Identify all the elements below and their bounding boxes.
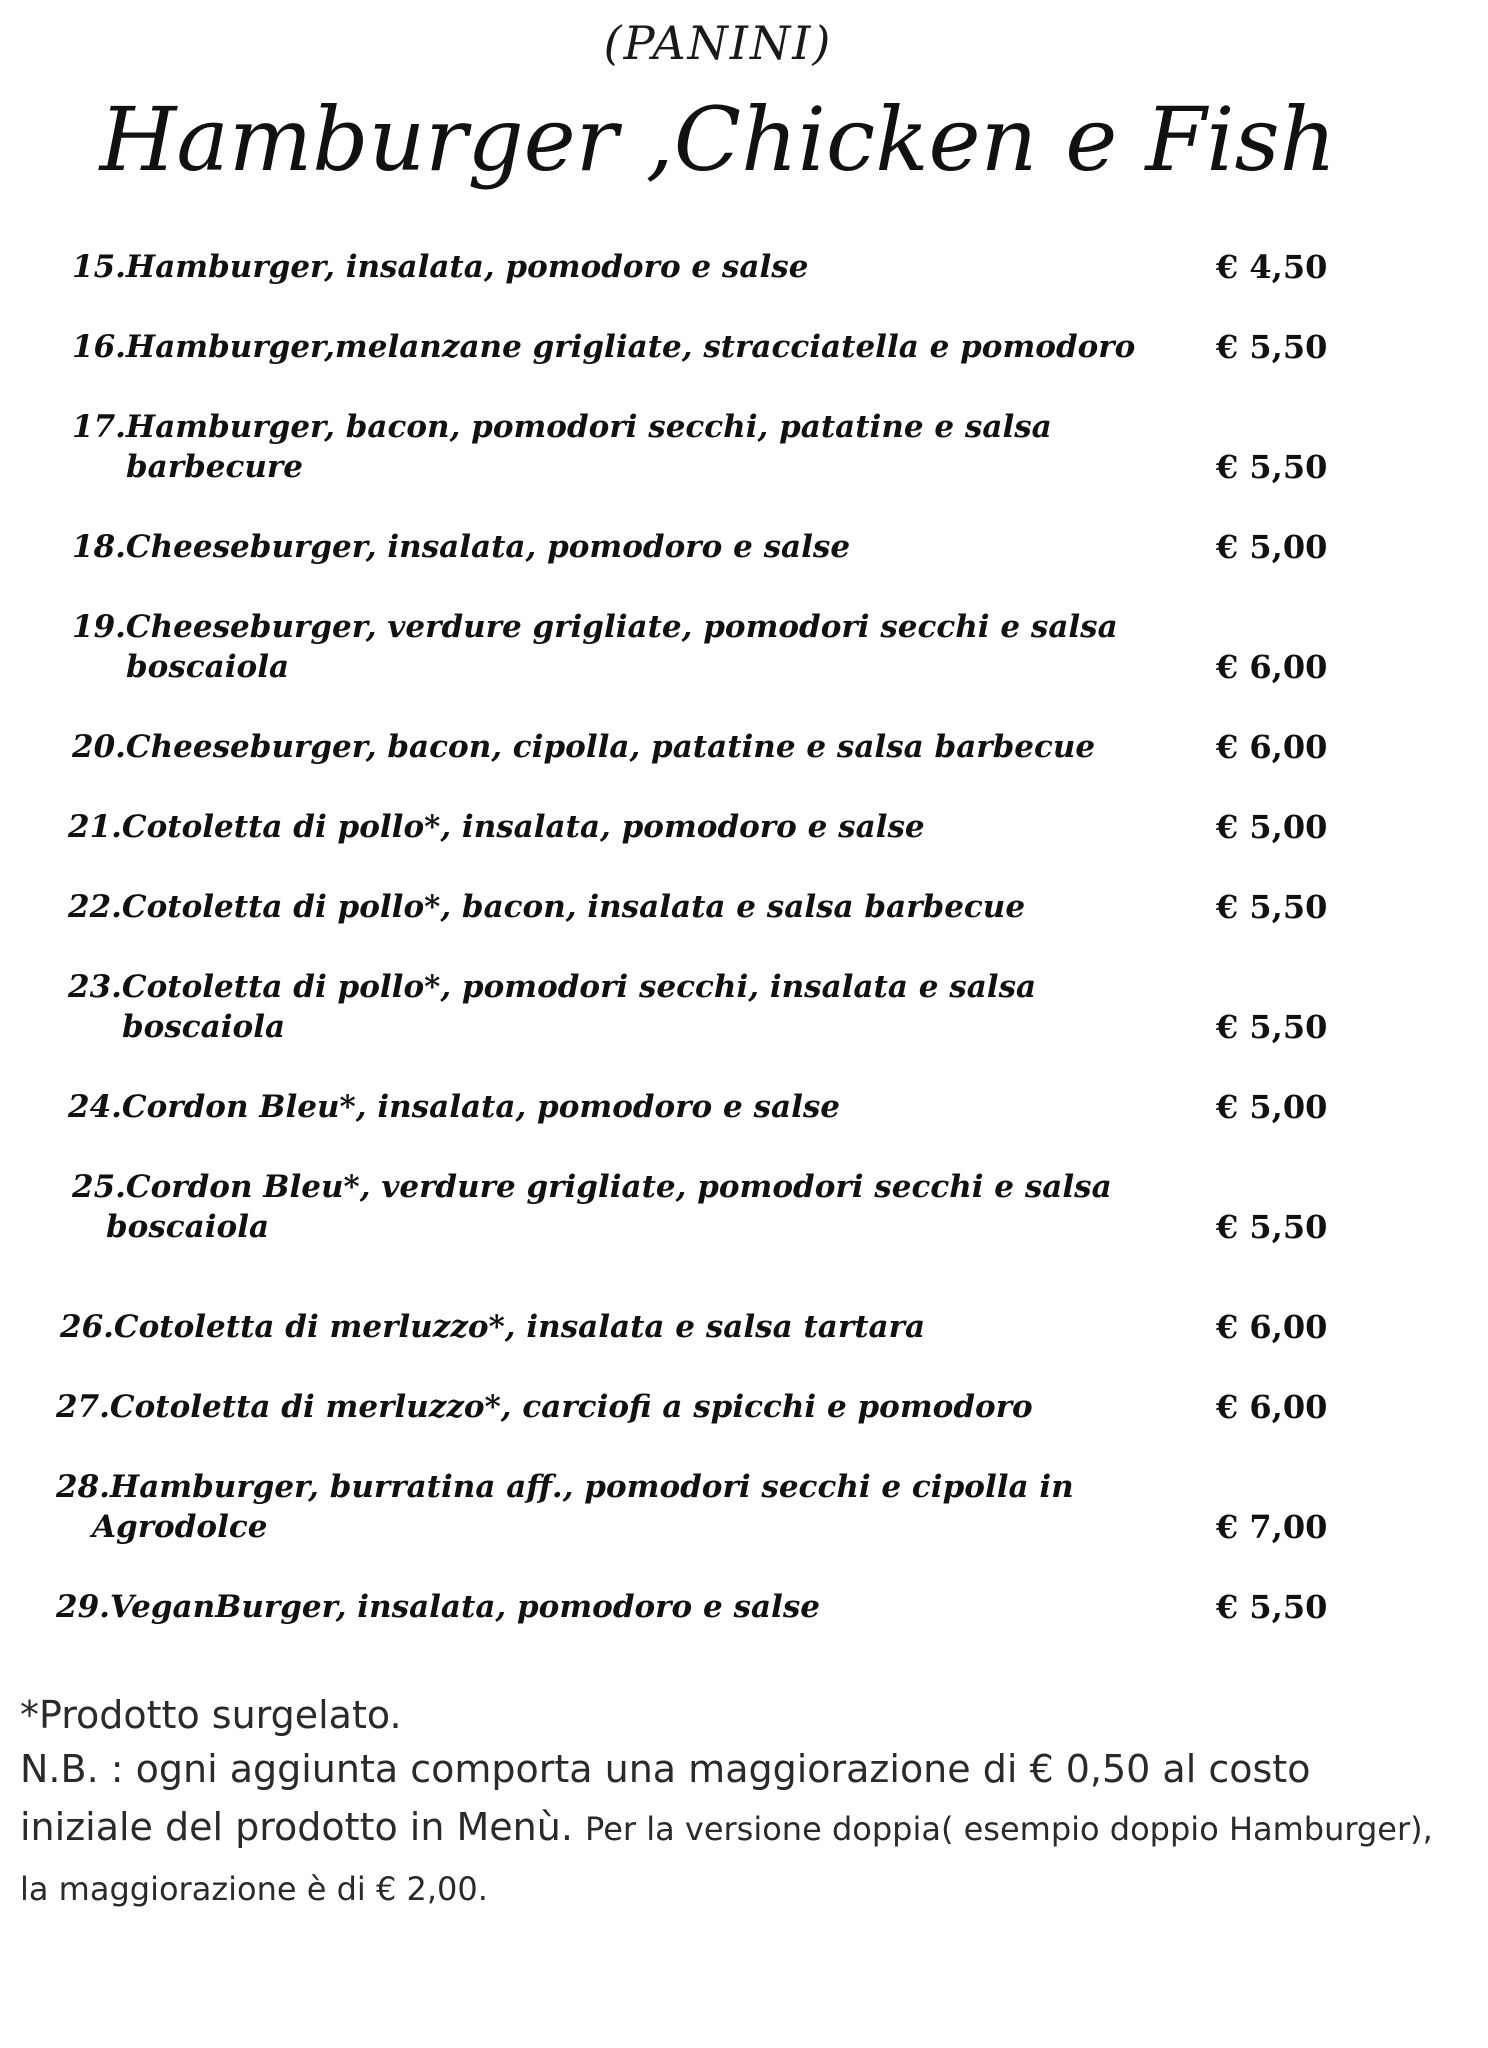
menu-item-line1: 29.VeganBurger, insalata, pomodoro e salse — [56, 1589, 820, 1625]
menu-item-line2: Agrodolce — [92, 1509, 268, 1545]
menu-item — [56, 1467, 1396, 1547]
menu-item-line1: 18.Cheeseburger, insalata, pomodoro e salse — [72, 529, 851, 565]
menu-item-price: € 5,50 — [1216, 1208, 1328, 1246]
menu-item — [56, 1587, 1396, 1667]
menu-item-line1: 15.Hamburger, insalata, pomodoro e salse — [72, 249, 809, 285]
menu-item-description — [72, 327, 1192, 367]
menu-item-description — [68, 967, 1188, 1047]
menu-item-description — [60, 1307, 1180, 1347]
menu-item — [72, 1167, 1412, 1247]
menu-item — [68, 887, 1408, 967]
menu-item-price: € 6,00 — [1216, 728, 1328, 766]
additions-surcharge-text: N.B. : ogni aggiunta comporta una maggiorazione di € 0,50 al costo iniziale del prodotto in Menù. — [20, 1747, 1311, 1849]
menu-item-description — [72, 727, 1192, 767]
menu-item-line2: boscaiola — [106, 1209, 270, 1245]
menu-title: Hamburger ,Chicken e Fish — [99, 88, 1337, 191]
menu-item-price: € 5,50 — [1216, 448, 1328, 486]
menu-item-line1: 27.Cotoletta di merluzzo*, carciofi a spicchi e pomodoro — [56, 1389, 1033, 1425]
menu-footer — [20, 1690, 1440, 1918]
menu-item-price: € 5,50 — [1216, 1008, 1328, 1046]
menu-item-description — [72, 527, 1192, 567]
menu-item-price: € 5,00 — [1216, 1088, 1328, 1126]
menu-item-description — [56, 1587, 1176, 1627]
menu-item-line1: 26.Cotoletta di merluzzo*, insalata e salsa tartara — [60, 1309, 926, 1345]
menu-item-line1: 22.Cotoletta di pollo*, bacon, insalata e salsa barbecue — [68, 889, 1026, 925]
menu-item-price: € 6,00 — [1216, 648, 1328, 686]
menu-item-description — [68, 1087, 1188, 1127]
menu-item-line2: barbecure — [126, 449, 303, 485]
menu-item — [72, 407, 1412, 487]
menu-item-line1: 17.Hamburger, bacon, pomodori secchi, patatine e salsa — [72, 409, 1052, 445]
menu-item-description — [68, 807, 1188, 847]
menu-item-price: € 5,50 — [1216, 328, 1328, 366]
menu-item — [68, 1087, 1408, 1167]
menu-item — [56, 1387, 1396, 1467]
menu-item — [72, 327, 1412, 407]
menu-item — [72, 607, 1412, 687]
menu-item-line1: 23.Cotoletta di pollo*, pomodori secchi, insalata e salsa — [68, 969, 1037, 1005]
double-version-text: Per la versione doppia( esempio doppio Hamburger), la maggiorazione è di € 2,00. — [20, 1810, 1433, 1908]
menu-item-line2: boscaiola — [122, 1009, 286, 1045]
menu-item-description — [72, 247, 1192, 287]
menu-item-description — [72, 407, 1192, 487]
menu-item-price: € 4,50 — [1216, 248, 1328, 286]
menu-item-description — [68, 887, 1188, 927]
menu-subtitle: (PANINI) — [603, 16, 833, 70]
menu-item-price: € 7,00 — [1216, 1508, 1328, 1546]
menu-item-line1: 24.Cordon Bleu*, insalata, pomodoro e salse — [68, 1089, 841, 1125]
menu-item-line1: 21.Cotoletta di pollo*, insalata, pomodoro e salse — [68, 809, 925, 845]
menu-item-description — [56, 1467, 1176, 1547]
menu-item-price: € 5,50 — [1216, 1588, 1328, 1626]
menu-item-price: € 5,00 — [1216, 528, 1328, 566]
menu-item-line1: 20.Cheeseburger, bacon, cipolla, patatine e salsa barbecue — [72, 729, 1096, 765]
additions-note — [20, 1740, 1440, 1918]
menu-item-line1: 19.Cheeseburger, verdure grigliate, pomodori secchi e salsa — [72, 609, 1118, 645]
menu-item-line1: 28.Hamburger, burratina aff., pomodori secchi e cipolla in — [56, 1469, 1074, 1505]
menu-item-price: € 6,00 — [1216, 1388, 1328, 1426]
menu-item — [68, 967, 1408, 1047]
menu-item-price: € 5,00 — [1216, 808, 1328, 846]
menu-item — [72, 527, 1412, 607]
menu-item — [68, 807, 1408, 887]
menu-item — [60, 1307, 1400, 1387]
menu-item-description — [72, 1167, 1192, 1247]
menu-item-price: € 6,00 — [1216, 1308, 1328, 1346]
menu-item-description — [56, 1387, 1176, 1427]
menu-item-description — [72, 607, 1192, 687]
menu-item-line2: boscaiola — [126, 649, 290, 685]
menu-item-line1: 25.Cordon Bleu*, verdure grigliate, pomodori secchi e salsa — [72, 1169, 1112, 1205]
menu-item-line1: 16.Hamburger,melanzane grigliate, stracciatella e pomodoro — [72, 329, 1136, 365]
menu-item — [72, 247, 1412, 327]
menu-item-price: € 5,50 — [1216, 888, 1328, 926]
menu-item — [72, 727, 1412, 807]
frozen-product-note: *Prodotto surgelato. — [20, 1693, 402, 1737]
